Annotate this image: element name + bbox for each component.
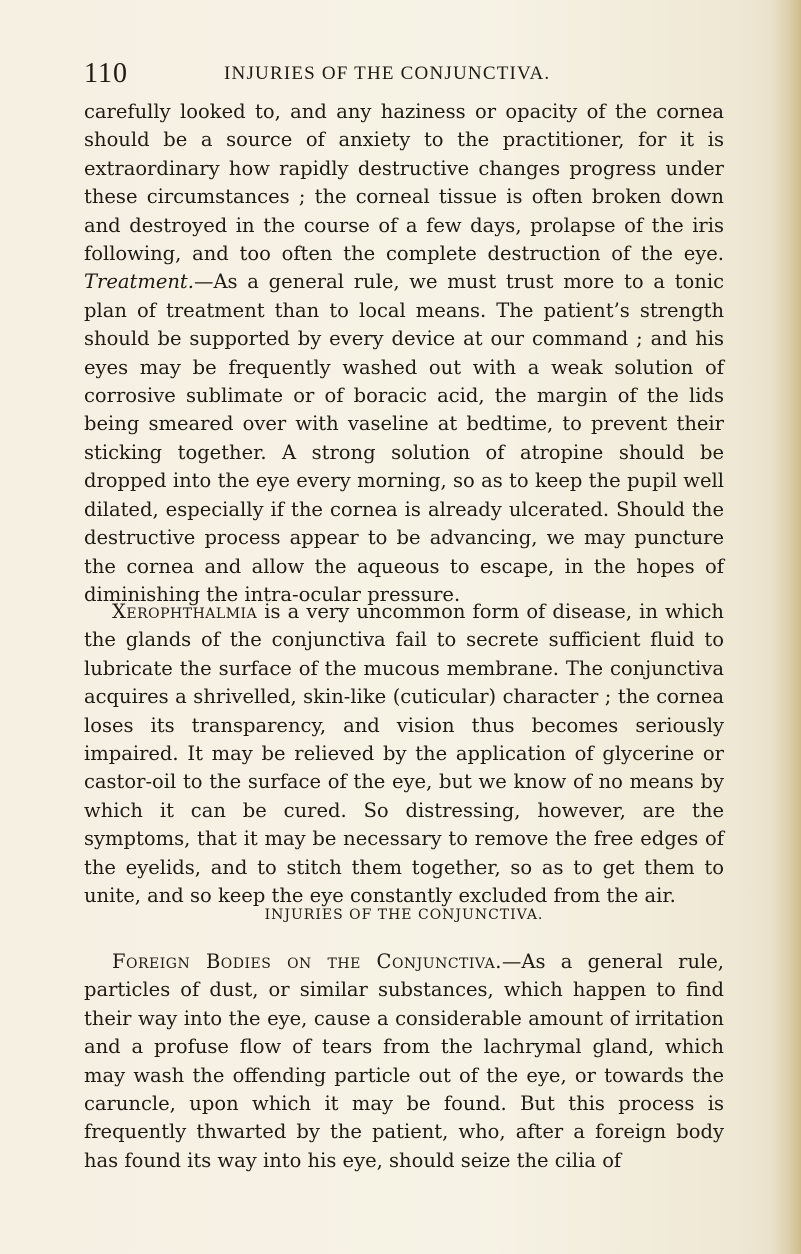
paragraph-text: carefully looked to, and any haziness or opacity of the cornea should be a source of anxiety to the practitioner, for it is extraordinary how rapidly destructive changes progress under these circumstances ; the corneal tissue is often broken down and destroyed in the course of a few days, prolapse of the iris following, and too often the complete destruction of the eye.: [84, 100, 724, 266]
page-edge-shadow: [771, 0, 801, 1254]
running-head: INJURIES OF THE CONJUNCTIVA.: [224, 63, 551, 84]
paragraph-treatment: [84, 98, 724, 609]
paragraph-text: —As a general rule, particles of dust, or similar substances, which happen to find their way into the eye, cause a considerable amount of irritation and a profuse flow of tears from the lachrymal gland, which may wash the offending particle out of the eye, or towards the caruncle, upon which it may be found. But this process is frequently thwarted by the patient, who, after a foreign body has found its way into his eye, should seize the cilia of: [84, 950, 724, 1172]
paragraph-xerophthalmia: [84, 598, 724, 910]
paragraph-text: is a very uncommon form of disease, in which the glands of the conjunctiva fail to secrete sufficient fluid to lubricate the surface of the mucous membrane. The conjunctiva acquires a shrivelled, skin-like (cuticular) character ; the cornea loses its transparency, and vision thus becomes seriously impaired. It may be relieved by the application of glycerine or castor-oil to the surface of the eye, but we know of no means by which it can be cured. So distressing, however, are the symptoms, that it may be necessary to remove the free edges of the eyelids, and to stitch them together, so as to get them to unite, and so keep the eye constantly excluded from the air.: [84, 600, 724, 908]
page-header: [84, 58, 724, 88]
foreign-bodies-term: Foreign Bodies on the Conjunctiva.: [112, 950, 502, 973]
page-number: 110: [84, 58, 128, 89]
treatment-label: Treatment.: [84, 270, 194, 294]
paragraph-foreign-bodies: [84, 948, 724, 1175]
paragraph-text: —As a general rule, we must trust more to a tonic plan of treatment than to local means. The patient’s strength should be supported by every device at our command ; and his eyes may be frequently washed out with a weak solution of corrosive sublimate or of boracic acid, the margin of the lids being smeared over with vaseline at bedtime, to prevent their sticking together. A strong solution of atropine should be dropped into the eye every morning, so as to keep the pupil well dilated, especially if the cornea is already ulcerated. Should the destructive process appear to be advancing, we may puncture the cornea and allow the aqueous to escape, in the hopes of diminishing the intra-ocular pressure.: [84, 270, 724, 606]
xerophthalmia-term: Xerophthalmia: [112, 600, 258, 623]
section-heading: INJURIES OF THE CONJUNCTIVA.: [264, 907, 544, 923]
